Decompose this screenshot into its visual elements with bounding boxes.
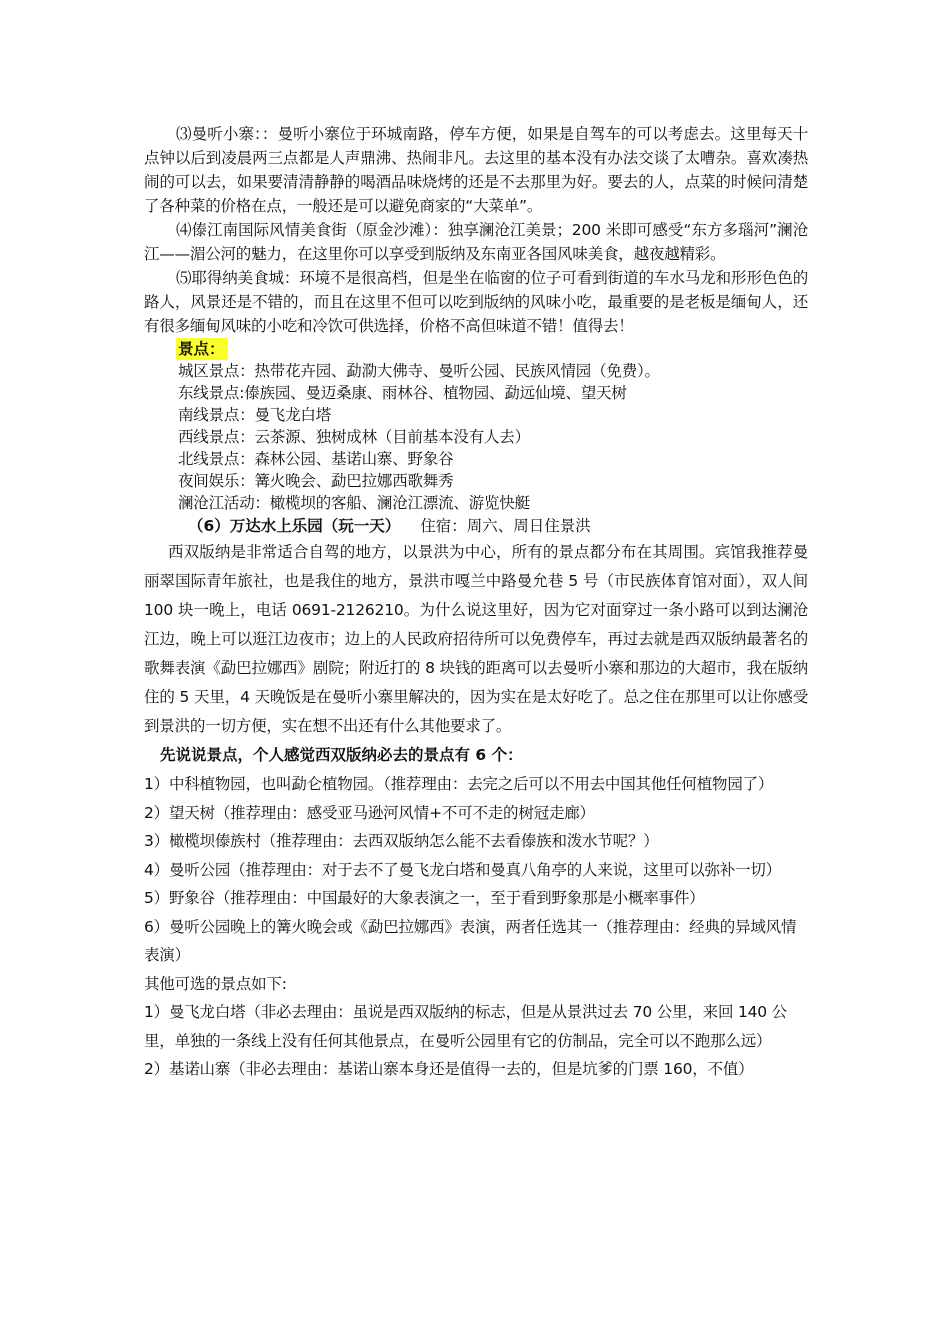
spot-line-city: 城区景点：热带花卉园、勐泐大佛寺、曼听公园、民族风情园（免费）。 bbox=[178, 362, 660, 380]
spot-line-night: 夜间娱乐：篝火晚会、勐巴拉娜西歌舞秀 bbox=[178, 472, 454, 490]
spot-line-lancang: 澜沧江活动：橄榄坝的客船、澜沧江漂流、游览快艇 bbox=[178, 494, 530, 512]
must-see-item: 4）曼听公园（推荐理由：对于去不了曼飞龙白塔和曼真八角亭的人来说，这里可以弥补一切） bbox=[144, 860, 781, 879]
spots-heading-row bbox=[144, 338, 808, 360]
paragraph-daijiangnan-food-street: ⑷傣江南国际风情美食街（原金沙滩）：独享澜沧江美景；200 米即可感受“东方多瑙河”澜沧江——湄公河的魅力，在这里你可以享受到版纳及东南亚各国风味美食，越夜越精彩。 bbox=[144, 221, 808, 263]
paragraph-intro: 西双版纳是非常适合自驾的地方，以景洪为中心，所有的景点都分布在其周围。宾馆我推荐曼丽翠国际青年旅社，也是我住的地方，景洪市嘎兰中路曼允巷 5 号（市民族体育馆对面），双人间 100 块一晚上，电话 0691-2126210。为什么说这里好，因为它对面穿过一条小路可以到达澜沧江边，晚上可以逛江边夜市；边上的人民政府招待所可以免费停车，再过去就是西双版纳最著名的歌舞表演《勐巴拉娜西》剧院；附近打的 8 块钱的距离可以去曼听小寨和那边的大超市，我在版纳住的 5 天里，4 天晚饭是在曼听小寨里解决的，因为实在是太好吃了。总之住在那里可以让你感受到景洪的一切方便，实在想不出还有什么其他要求了。 bbox=[144, 543, 808, 735]
day6-heading bbox=[144, 514, 808, 538]
must-see-heading: 先说说景点，个人感觉西双版纳必去的景点有 6 个： bbox=[160, 746, 523, 764]
spot-line-east: 东线景点:傣族园、曼迈桑康、雨林谷、植物园、勐远仙境、望天树 bbox=[178, 384, 627, 402]
spot-line-south: 南线景点：曼飞龙白塔 bbox=[178, 406, 332, 424]
optional-item: 2）基诺山寨（非必去理由：基诺山寨本身还是值得一去的，但是坑爹的门票 160，不值） bbox=[144, 1060, 754, 1078]
paragraph-yedena-food-city: ⑸耶得纳美食城：环境不是很高档，但是坐在临窗的位子可看到街道的车水马龙和形形色色的路人，风景还是不错的，而且在这里不但可以吃到版纳的风味小吃，最重要的是老板是缅甸人，还有很多缅甸风味的小吃和冷饮可供选择，价格不高但味道不错！值得去！ bbox=[144, 269, 808, 335]
must-see-item: 5）野象谷（推荐理由：中国最好的大象表演之一，至于看到野象那是小概率事件） bbox=[144, 889, 705, 907]
must-see-item: 3）橄榄坝傣族村（推荐理由：去西双版纳怎么能不去看傣族和泼水节呢？） bbox=[144, 832, 659, 850]
spot-line-north: 北线景点：森林公园、基诺山寨、野象谷 bbox=[178, 450, 454, 468]
paragraph-manting-village: ⑶曼听小寨：：曼听小寨位于环城南路，停车方便，如果是自驾车的可以考虑去。这里每天十点钟以后到凌晨两三点都是人声鼎沸、热闹非凡。去这里的基本没有办法交谈了太嘈杂。喜欢凑热闹的可以去，如果要清清静静的喝酒品味烧烤的还是不去那里为好。要去的人，点菜的时候问清楚了各种菜的价格在点，一般还是可以避免商家的“大菜单”。 bbox=[144, 125, 808, 215]
must-see-item: 1）中科植物园，也叫勐仑植物园。（推荐理由：去完之后可以不用去中国其他任何植物园了） bbox=[144, 775, 774, 793]
day6-title: （6）万达水上乐园（玩一天） bbox=[188, 517, 401, 535]
day6-stay: 住宿：周六、周日住景洪 bbox=[420, 517, 591, 535]
document-content bbox=[144, 122, 808, 1084]
optional-heading: 其他可选的景点如下: bbox=[144, 974, 287, 993]
spots-heading: 景点： bbox=[176, 338, 228, 360]
spot-line-west: 西线景点：云茶源、独树成林（目前基本没有人去） bbox=[178, 428, 530, 446]
must-see-item: 6）曼听公园晚上的篝火晚会或《勐巴拉娜西》表演，两者任选其一（推荐理由：经典的异域风情表演） bbox=[144, 917, 797, 964]
must-see-item: 2）望天树（推荐理由：感受亚马逊河风情+不可不走的树冠走廊） bbox=[144, 803, 595, 822]
optional-item: 1）曼飞龙白塔（非必去理由：虽说是西双版纳的标志，但是从景洪过去 70 公里，来回 140 公里，单独的一条线上没有任何其他景点，在曼听公园里有它的仿制品，完全可以不跑那么远） bbox=[144, 1003, 787, 1050]
